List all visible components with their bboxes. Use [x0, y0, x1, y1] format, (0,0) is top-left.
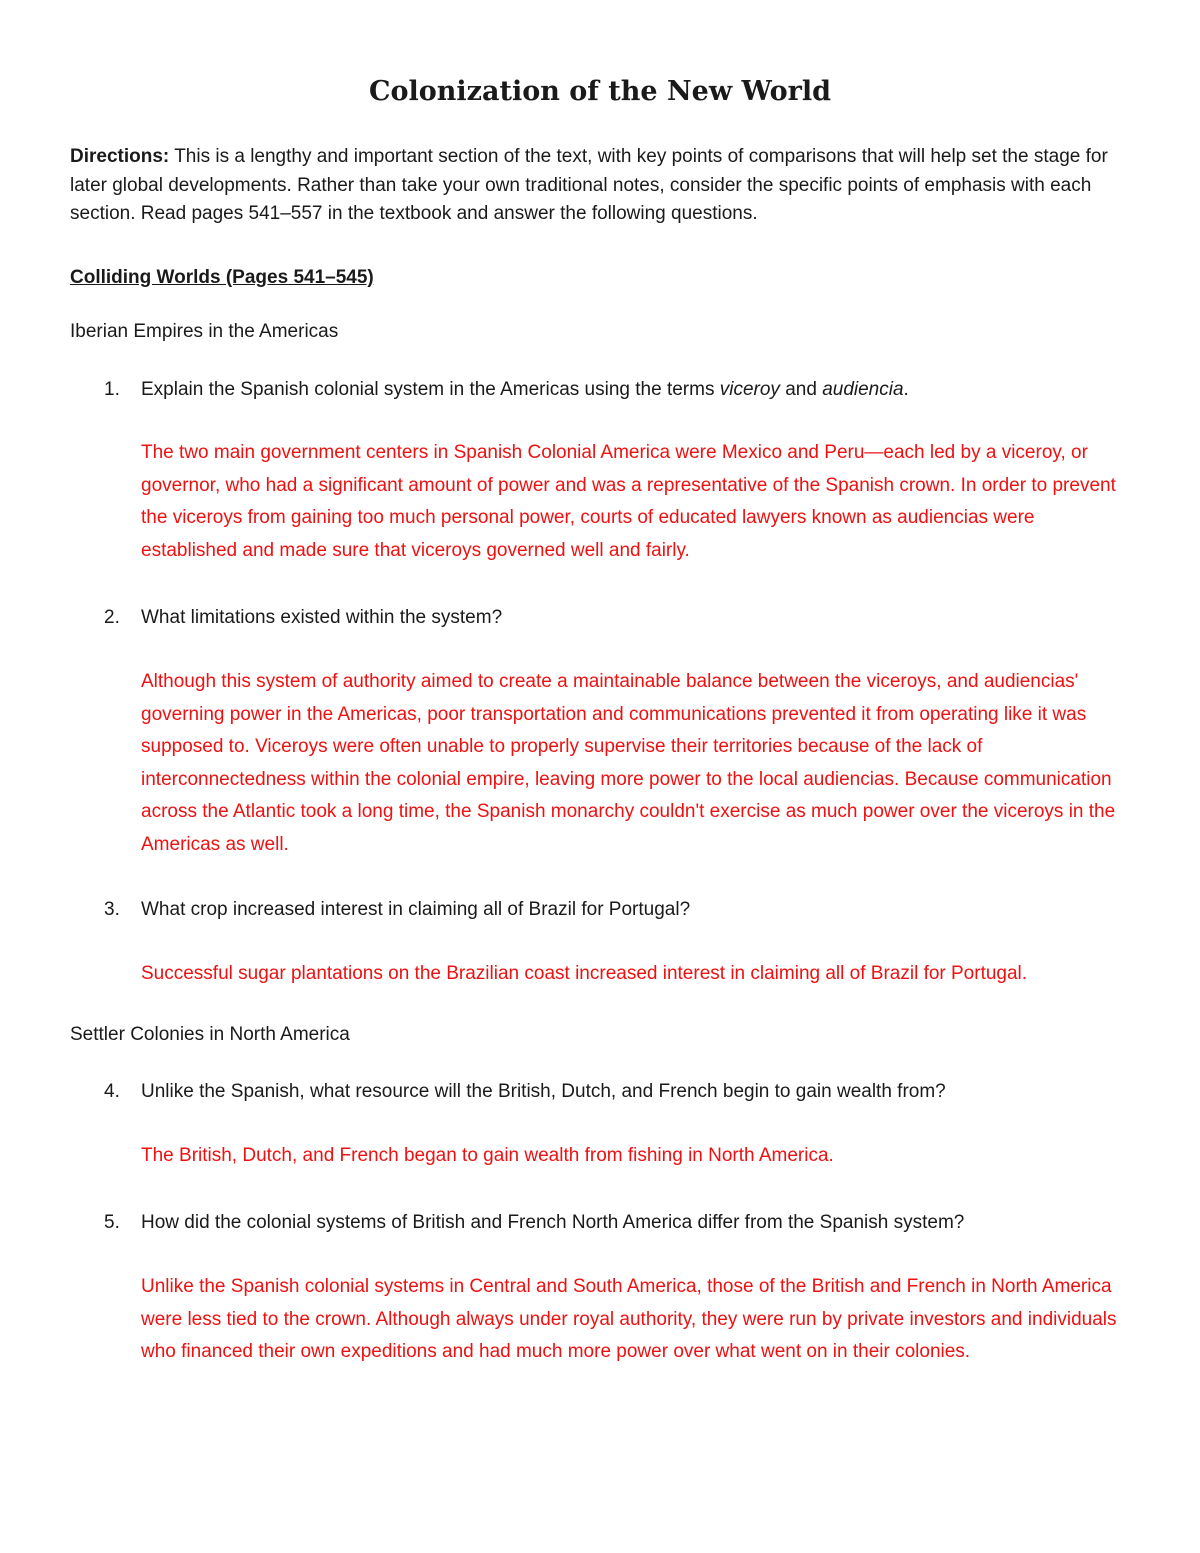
answer-3: Successful sugar plantations on the Brazilian coast increased interest in claiming all of Brazil for Portugal.	[141, 963, 1028, 984]
question-5	[70, 1209, 1130, 1237]
question-number: 1.	[104, 379, 120, 400]
subsection-heading-iberian: Iberian Empires in the Americas	[70, 321, 339, 342]
question-text: Unlike the Spanish, what resource will the British, Dutch, and French begin to gain wealth from?	[141, 1081, 946, 1102]
answer-5: Unlike the Spanish colonial systems in Central and South America, those of the British and French in North America were less tied to the crown. Although always under royal authority, they were run by private investors and individuals who financed their own expeditions and had much more power over what went on in their colonies.	[141, 1276, 1117, 1362]
question-3	[70, 896, 1130, 924]
question-number: 2.	[104, 607, 120, 628]
question-text	[141, 376, 1130, 404]
section-heading: Colliding Worlds (Pages 541–545)	[70, 267, 374, 288]
term-viceroy: viceroy	[719, 379, 780, 400]
answer-2: Although this system of authority aimed to create a maintainable balance between the viceroys, and audiencias' governing power in the Americas, poor transportation and communications prevented it from operating like it was supposed to. Viceroys were often unable to properly supervise their territories because of the lack of interconnectedness within the colonial empire, leaving more power to the local audiencias. Because communication across the Atlantic took a long time, the Spanish monarchy couldn't exercise as much power over the viceroys in the Americas as well.	[141, 671, 1116, 855]
question-2	[70, 604, 1130, 632]
question-text: What limitations existed within the system?	[141, 607, 503, 628]
question-number: 5.	[104, 1212, 120, 1233]
question-number: 3.	[104, 899, 120, 920]
question-text-part: Explain the Spanish colonial system in the Americas using the terms	[141, 379, 720, 400]
question-1	[70, 376, 1130, 404]
question-text-part: .	[903, 379, 909, 400]
question-number: 4.	[104, 1081, 120, 1102]
answer-4: The British, Dutch, and French began to gain wealth from fishing in North America.	[141, 1145, 834, 1166]
answer-1: The two main government centers in Spanish Colonial America were Mexico and Peru—each led by a viceroy, or governor, who had a significant amount of power and was a representative of the Spanish crown. In order to prevent the viceroys from gaining too much personal power, courts of educated lawyers known as audiencias were established and made sure that viceroys governed well and fairly.	[141, 442, 1116, 561]
directions-label: Directions:	[70, 146, 170, 167]
page-title: Colonization of the New World	[369, 76, 831, 107]
question-text: How did the colonial systems of British and French North America differ from the Spanish system?	[141, 1212, 965, 1233]
term-audiencia: audiencia	[822, 379, 904, 400]
question-4	[70, 1078, 1130, 1106]
directions-text: This is a lengthy and important section of the text, with key points of comparisons that will help set the stage for later global developments. Rather than take your own traditional notes, consider the specific points of emphasis with each section. Read pages 541–557 in the textbook and answer the following questions.	[70, 146, 1108, 224]
question-text-part: and	[779, 379, 823, 400]
subsection-heading-settler: Settler Colonies in North America	[70, 1024, 350, 1045]
directions-paragraph	[70, 143, 1130, 229]
question-text: What crop increased interest in claiming all of Brazil for Portugal?	[141, 899, 691, 920]
